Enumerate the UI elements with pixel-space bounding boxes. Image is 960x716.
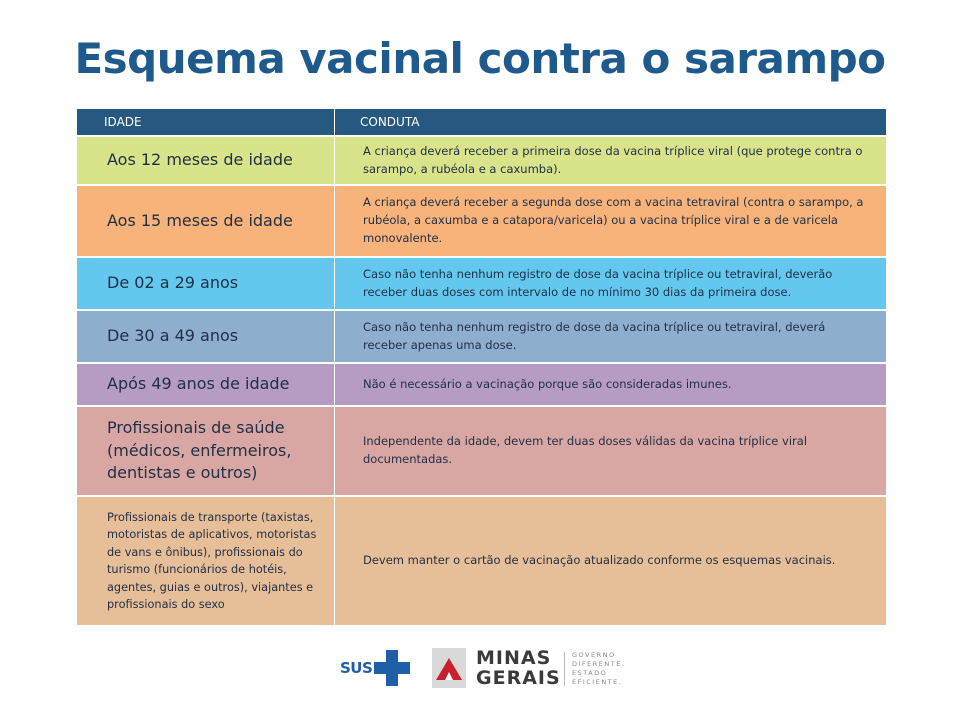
conduct-cell: A criança deverá receber a segunda dose com a vacina tetraviral (contra o sarampo, a rubéola, a caxumba e a catapora/varicela) ou a vacina tríplice viral e a de varicela monovalente. — [363, 195, 864, 245]
header-age: IDADE — [77, 109, 335, 135]
vaccination-table — [77, 109, 886, 625]
age-cell: Aos 15 meses de idade — [77, 186, 335, 256]
header-conduct: CONDUTA — [360, 115, 420, 129]
conduct-cell: Independente da idade, devem ter duas doses válidas da vacina tríplice viral documentadas. — [363, 434, 808, 466]
conduct-cell: Caso não tenha nenhum registro de dose da vacina tríplice ou tetraviral, deverá receber apenas uma dose. — [363, 319, 826, 352]
conduct-cell: Caso não tenha nenhum registro de dose da vacina tríplice ou tetraviral, deverão receber duas doses com intervalo de no mínimo 30 dias da primeira dose. — [363, 266, 833, 299]
conduct-cell: A criança deverá receber a primeira dose da vacina tríplice viral (que protege contra o sarampo, a rubéola e a caxumba). — [363, 143, 863, 176]
age-cell: Aos 12 meses de idade — [77, 137, 335, 184]
age-cell: Profissionais de saúde (médicos, enfermeiros, dentistas e outros) — [77, 407, 335, 495]
cross-icon — [374, 650, 410, 686]
minas-gerais-triangle-icon — [432, 648, 466, 688]
sus-logo — [340, 650, 410, 686]
table-row — [77, 135, 886, 184]
age-cell: Profissionais de transporte (taxistas, motoristas de aplicativos, motoristas de vans e ônibus), profissionais do turismo (funcionários de hotéis, agentes, guias e outros), viajantes e profissionais do sexo — [77, 497, 335, 625]
minas-gerais-wordmark: MINAS GERAIS — [476, 647, 561, 689]
government-slogan: GOVERNO DIFERENTE. ESTADO EFICIENTE. — [572, 651, 626, 686]
age-cell: Após 49 anos de idade — [77, 364, 335, 405]
table-row — [77, 362, 886, 405]
logo-divider — [564, 652, 565, 686]
conduct-cell: Devem manter o cartão de vacinação atualizado conforme os esquemas vacinais. — [363, 553, 836, 568]
table-row — [77, 309, 886, 362]
table-row — [77, 495, 886, 625]
age-cell: De 30 a 49 anos — [77, 311, 335, 362]
age-cell: De 02 a 29 anos — [77, 258, 335, 309]
table-row — [77, 405, 886, 495]
table-row — [77, 256, 886, 309]
conduct-cell: Não é necessário a vacinação porque são consideradas imunes. — [363, 376, 732, 391]
page-title: Esquema vacinal contra o sarampo — [74, 34, 886, 83]
table-header — [77, 109, 886, 135]
table-row — [77, 184, 886, 256]
footer-logos — [0, 646, 960, 690]
sus-logo-text: SUS — [340, 659, 373, 677]
